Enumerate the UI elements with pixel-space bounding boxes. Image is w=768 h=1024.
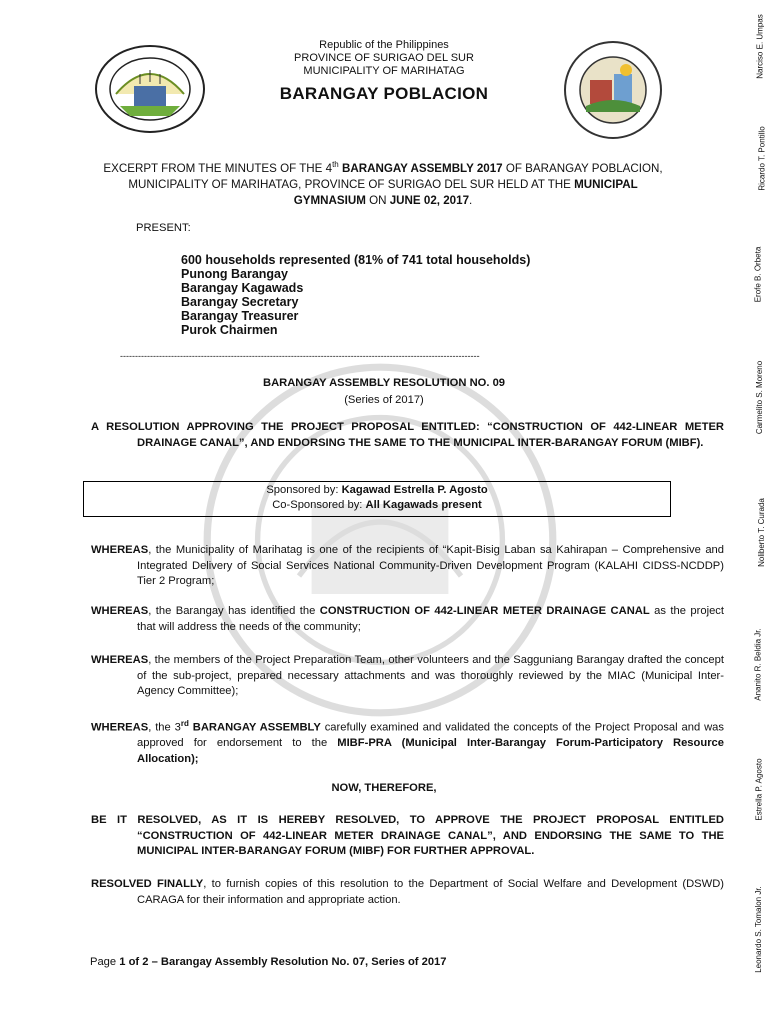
present-item: 600 households represented (81% of 741 total households) — [181, 253, 531, 267]
cosponsor-line: Co-Sponsored by: All Kagawads present — [272, 499, 482, 511]
divider-line: ------------------------------------------------------------------------------------------------------------------------ — [120, 351, 480, 361]
resolution-number: BARANGAY ASSEMBLY RESOLUTION NO. 09 — [262, 377, 506, 389]
present-item: Purok Chairmen — [181, 323, 278, 337]
whereas-clause-1: WHEREAS, the Municipality of Marihatag is one of the recipients of “Kapit-Bisig Laban sa Kahirapan – Comprehensive and Integrated Delivery of Social Services National Community-Driven Development Program (KALAHI CIDSS-NCDDP) Tier 2 Program; — [91, 544, 724, 587]
excerpt-paragraph: EXCERPT FROM THE MINUTES OF THE 4th BARANGAY ASSEMBLY 2017 OF BARANGAY POBLACION, MUNICIPALITY OF MARIHATAG, PROVINCE OF SURIGAO DEL SUR HELD AT THE MUNICIPAL GYMNASIUM ON JUNE 02, 2017. — [103, 160, 663, 207]
present-item: Punong Barangay — [181, 267, 288, 281]
present-list — [181, 253, 530, 337]
page-footer: Page 1 of 2 – Barangay Assembly Resolution No. 07, Series of 2017 — [90, 956, 447, 968]
resolution-series: (Series of 2017) — [344, 394, 424, 406]
side-signature: Erofe B. Orbeta — [753, 246, 763, 303]
municipality-seal-left — [94, 44, 206, 134]
sponsor-line: Sponsored by: Kagawad Estrella P. Agosto — [266, 484, 488, 496]
side-signature: Ananito R. Beldia Jr. — [753, 628, 763, 701]
present-item: Barangay Treasurer — [181, 309, 299, 323]
present-label: PRESENT: — [136, 222, 191, 234]
header-province: PROVINCE OF SURIGAO DEL SUR — [294, 52, 474, 64]
resolved-clause: BE IT RESOLVED, AS IT IS HEREBY RESOLVED, TO APPROVE THE PROJECT PROPOSAL ENTITLED “CONSTRUCTION OF 442-LINEAR METER DRAINAGE CANAL”, AND ENDORSING THE SAME TO THE MUNICIPAL INTER-BARANGAY FORUM (MIBF) FOR FURTHER APPROVAL. — [91, 814, 724, 857]
whereas-clause-3: WHEREAS, the members of the Project Preparation Team, other volunteers and the Sagguniang Barangay drafted the concept of the sub-project, prepared necessary attachments and was thoroughly reviewed by the MIAC (Municipal Inter-Agency Committee); — [91, 654, 724, 697]
side-signature: Noliberto T. Curada — [757, 498, 767, 567]
resolution-title: A RESOLUTION APPROVING THE PROJECT PROPOSAL ENTITLED: “CONSTRUCTION OF 442-LINEAR METER DRAINAGE CANAL”, AND ENDORSING THE SAME TO THE MUNICIPAL INTER-BARANGAY FORUM (MIBF). — [91, 421, 724, 449]
header-republic: Republic of the Philippines — [319, 39, 449, 51]
whereas-clause-4: WHEREAS, the 3rd BARANGAY ASSEMBLY carefully examined and validated the concepts of the Project Proposal and was approved for endorsement to the MIBF-PRA (Municipal Inter-Barangay Forum-Participatory Resource Allocation); — [91, 719, 724, 765]
barangay-seal-right — [556, 40, 670, 140]
page-title: BARANGAY POBLACION — [279, 84, 489, 103]
resolved-finally-clause: RESOLVED FINALLY, to furnish copies of this resolution to the Department of Social Welfare and Development (DSWD) CARAGA for their information and appropriate action. — [91, 878, 724, 906]
side-signature: Estrella P. Agosto — [754, 758, 764, 821]
header-municipality: MUNICIPALITY OF MARIHATAG — [303, 65, 465, 77]
side-signature: Narciso E. Umpas — [755, 14, 765, 79]
side-signature: Ricardo T. Pontillo — [757, 126, 767, 191]
side-signature: Carmelito S. Moreno — [754, 360, 764, 435]
present-item: Barangay Secretary — [181, 295, 299, 309]
now-therefore: NOW, THEREFORE, — [331, 782, 437, 794]
present-item: Barangay Kagawads — [181, 281, 304, 295]
whereas-clause-2: WHEREAS, the Barangay has identified the CONSTRUCTION OF 442-LINEAR METER DRAINAGE CANAL as the project that will address the needs of the community; — [91, 605, 724, 633]
side-signature: Leonardo S. Tomalon Jr. — [754, 886, 764, 973]
